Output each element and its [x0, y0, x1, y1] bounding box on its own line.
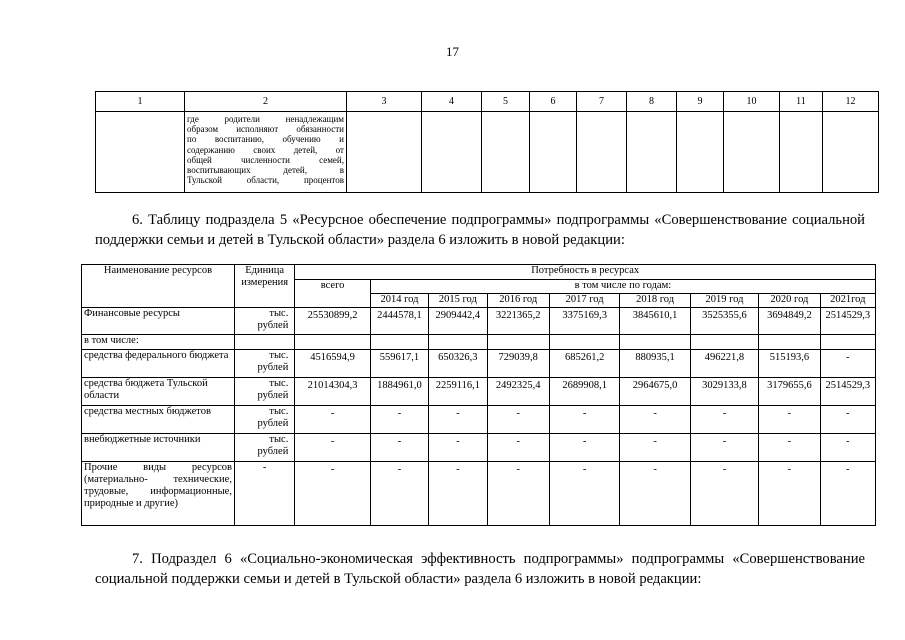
resource-row	[82, 434, 876, 462]
resource-year-value: -	[820, 462, 875, 526]
resource-row	[82, 462, 876, 526]
resource-total: 25530899,2	[295, 308, 370, 335]
year-header: 2016 год	[487, 294, 549, 308]
resource-year-value: 3525355,6	[690, 308, 758, 335]
resource-year-value: -	[370, 462, 428, 526]
indicator-line: где родители ненадлежащим	[187, 114, 344, 124]
resource-year-value: 2689908,1	[549, 378, 619, 406]
indicators-table-fragment	[95, 91, 879, 193]
resource-table-body	[82, 308, 876, 526]
resource-total: 4516594,9	[295, 350, 370, 378]
resource-year-value: -	[429, 434, 487, 462]
resource-year-value: 3221365,2	[487, 308, 549, 335]
resource-year-value	[487, 335, 549, 350]
column-number-row	[96, 92, 879, 112]
year-header: 2020 год	[759, 294, 820, 308]
resource-total: -	[295, 434, 370, 462]
column-number: 8	[627, 92, 677, 112]
resource-year-value: 2514529,3	[820, 308, 875, 335]
resource-year-value: -	[759, 406, 820, 434]
resource-year-value: -	[620, 406, 690, 434]
indicator-line: воспитывающих детей, в	[187, 165, 344, 176]
resource-year-value: -	[429, 462, 487, 526]
resource-name-header: Наименование ресурсов	[82, 265, 235, 308]
resource-year-value: -	[487, 406, 549, 434]
resource-row	[82, 350, 876, 378]
resource-year-value: 2909442,4	[429, 308, 487, 335]
resource-name: внебюджетные источники	[82, 434, 235, 462]
resource-unit: -	[234, 462, 294, 526]
resource-year-value: 650326,3	[429, 350, 487, 378]
resource-unit: тыс. рублей	[234, 350, 294, 378]
column-number: 4	[422, 92, 482, 112]
paragraph-6: 6. Таблицу подраздела 5 «Ресурсное обеспечение подпрограммы» подпрограммы «Совершенствование социальной поддержки семьи и детей в Тульской области» раздела 6 изложить в новой редакции:	[95, 212, 865, 248]
column-number: 1	[96, 92, 185, 112]
indicator-line: образом исполняют обязанности	[187, 124, 344, 135]
indicator-line: содержанию своих детей, от	[187, 144, 344, 155]
resource-year-value: -	[690, 434, 758, 462]
resource-year-value	[820, 335, 875, 350]
indicator-line: Тульской области, процентов	[187, 175, 344, 186]
column-number: 12	[823, 92, 879, 112]
resource-name: Прочие виды ресурсов (материально- технические, трудовые, информационные, природные и другие)	[82, 462, 235, 526]
resource-year-value: 880935,1	[620, 350, 690, 378]
resource-year-value	[370, 335, 428, 350]
resource-year-value: 729039,8	[487, 350, 549, 378]
resource-unit: тыс. рублей	[234, 308, 294, 335]
resource-year-value: 1884961,0	[370, 378, 428, 406]
resource-year-value: -	[549, 462, 619, 526]
year-header: 2018 год	[620, 294, 690, 308]
need-header: Потребность в ресурсах	[295, 265, 876, 280]
column-number: 7	[577, 92, 627, 112]
resource-name: средства федерального бюджета	[82, 350, 235, 378]
year-header: 2021год	[820, 294, 875, 308]
resource-year-value: 2514529,3	[820, 378, 875, 406]
resource-year-value: 2492325,4	[487, 378, 549, 406]
resource-year-value: -	[820, 406, 875, 434]
indicator-row	[96, 112, 879, 193]
resource-year-value: 559617,1	[370, 350, 428, 378]
resource-year-value: -	[487, 434, 549, 462]
resource-year-value: 2444578,1	[370, 308, 428, 335]
resource-year-value	[690, 335, 758, 350]
resource-year-value: 496221,8	[690, 350, 758, 378]
resource-year-value: -	[759, 434, 820, 462]
resource-unit: тыс. рублей	[234, 406, 294, 434]
resource-year-value: -	[370, 406, 428, 434]
by-years-header: в том числе по годам:	[370, 280, 875, 294]
paragraph-7: 7. Подраздел 6 «Социально-экономическая эффективность подпрограммы» подпрограммы «Совершенствование социальной поддержки семьи и детей в Тульской области» раздела 6 изложить в новой редакции:	[95, 551, 865, 587]
resource-table	[81, 264, 876, 526]
column-number: 3	[347, 92, 422, 112]
column-number: 10	[724, 92, 780, 112]
resource-year-value: -	[690, 406, 758, 434]
resource-year-value: -	[759, 462, 820, 526]
resource-year-value: -	[620, 462, 690, 526]
resource-total: -	[295, 406, 370, 434]
resource-year-value	[759, 335, 820, 350]
resource-row	[82, 378, 876, 406]
resource-unit	[234, 335, 294, 350]
total-header: всего	[295, 280, 370, 308]
resource-year-value	[620, 335, 690, 350]
resource-year-value: 2964675,0	[620, 378, 690, 406]
column-number: 5	[482, 92, 530, 112]
resource-year-value: 515193,6	[759, 350, 820, 378]
resource-year-value: 2259116,1	[429, 378, 487, 406]
resource-year-value: 3694849,2	[759, 308, 820, 335]
resource-year-value: -	[549, 406, 619, 434]
column-number: 2	[185, 92, 347, 112]
resource-row	[82, 406, 876, 434]
resource-year-value: -	[487, 462, 549, 526]
resource-row	[82, 308, 876, 335]
year-header: 2015 год	[429, 294, 487, 308]
column-number: 9	[677, 92, 724, 112]
resource-name: средства бюджета Тульской области	[82, 378, 235, 406]
resource-year-value: -	[370, 434, 428, 462]
year-header: 2014 год	[370, 294, 428, 308]
page-number: 17	[446, 44, 459, 59]
year-header: 2017 год	[549, 294, 619, 308]
resource-unit: тыс. рублей	[234, 378, 294, 406]
resource-year-value: 685261,2	[549, 350, 619, 378]
indicator-line: общей численности семей,	[187, 154, 344, 165]
indicator-line: по воспитанию, обучению и	[187, 134, 344, 145]
resource-year-value: 3375169,3	[549, 308, 619, 335]
resource-name: средства местных бюджетов	[82, 406, 235, 434]
resource-total: 21014304,3	[295, 378, 370, 406]
indicator-description	[185, 112, 347, 193]
resource-year-value	[549, 335, 619, 350]
resource-year-value: -	[820, 434, 875, 462]
resource-year-value: 3029133,8	[690, 378, 758, 406]
resource-unit: тыс. рублей	[234, 434, 294, 462]
resource-name: в том числе:	[82, 335, 235, 350]
resource-year-value: 3179655,6	[759, 378, 820, 406]
resource-name: Финансовые ресурсы	[82, 308, 235, 335]
resource-year-value: -	[429, 406, 487, 434]
resource-row	[82, 335, 876, 350]
resource-total: -	[295, 462, 370, 526]
resource-year-value: -	[549, 434, 619, 462]
resource-year-value	[429, 335, 487, 350]
resource-year-value: -	[820, 350, 875, 378]
header-row-1	[82, 265, 876, 280]
resource-total	[295, 335, 370, 350]
column-number: 11	[780, 92, 823, 112]
resource-year-value: -	[690, 462, 758, 526]
year-header: 2019 год	[690, 294, 758, 308]
resource-year-value: -	[620, 434, 690, 462]
column-number: 6	[530, 92, 577, 112]
resource-year-value: 3845610,1	[620, 308, 690, 335]
unit-header: Единица измерения	[234, 265, 294, 308]
